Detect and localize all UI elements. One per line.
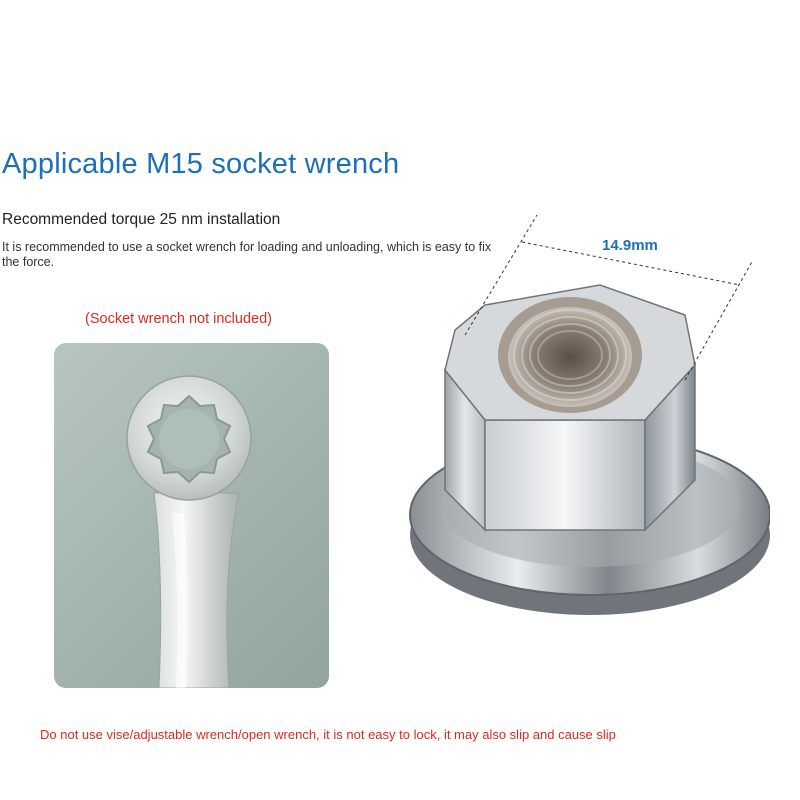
usage-description: It is recommended to use a socket wrench for loading and unloading, which is easy to fix the force. xyxy=(2,240,492,269)
torque-subheading: Recommended torque 25 nm installation xyxy=(2,211,281,228)
not-included-note: (Socket wrench not included) xyxy=(85,311,272,327)
tool-warning: Do not use vise/adjustable wrench/open wrench, it is not easy to lock, it may also slip and cause slip xyxy=(40,727,616,742)
flange-nut-icon xyxy=(400,205,770,625)
page-headline: Applicable M15 socket wrench xyxy=(2,148,400,180)
flange-nut-photo xyxy=(400,205,770,625)
dimension-extension-right xyxy=(685,260,753,380)
dimension-label: 14.9mm xyxy=(602,237,658,254)
wrench-photo xyxy=(54,343,329,688)
wrench-icon xyxy=(54,343,329,688)
